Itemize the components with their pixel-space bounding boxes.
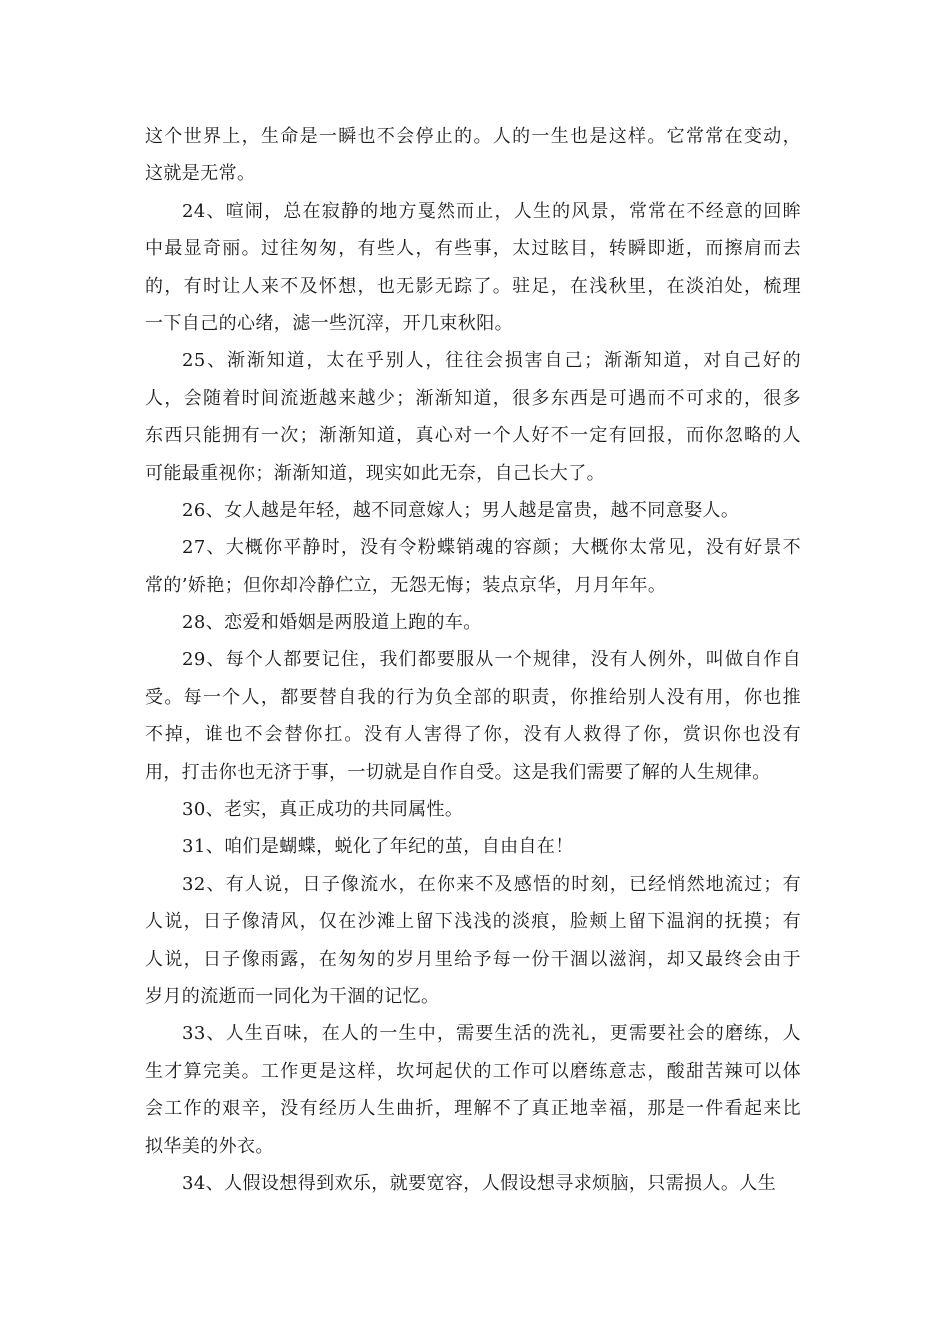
paragraph-p25 bbox=[145, 342, 801, 492]
paragraph-line: 这个世界上，生命是一瞬也不会停止的。人的一生也是这样。它常常在变动， bbox=[145, 126, 801, 147]
paragraph-line: 25、渐渐知道，太在乎别人，往往会损害自己；渐渐知道，对自己好的 bbox=[182, 350, 801, 372]
paragraph-line: 28、恋爱和婚姻是两股道上跑的车。 bbox=[182, 612, 482, 634]
document-body bbox=[145, 118, 801, 1202]
paragraph-line: 30、老实，真正成功的共同属性。 bbox=[182, 799, 464, 821]
paragraph-line: 受。每一个人，都要替自我的行为负全部的职责，你推给别人没有用，你也推 bbox=[145, 686, 801, 708]
paragraph-line: 用，打击你也无济于事，一切就是自作自受。这是我们需要了解的人生规律。 bbox=[145, 761, 771, 783]
paragraph-p33 bbox=[145, 1015, 801, 1165]
paragraph-line: 可能最重视你；渐渐知道，现实如此无奈，自己长大了。 bbox=[145, 462, 605, 484]
paragraph-line: 24、喧闹，总在寂静的地方戛然而止，人生的风景，常常在不经意的回眸 bbox=[182, 200, 801, 222]
paragraph-p30 bbox=[145, 791, 801, 828]
paragraph-line: 不掉，谁也不会替你扛。没有人害得了你，没有人救得了你，赏识你也没有 bbox=[145, 724, 801, 746]
paragraph-line: 的，有时让人来不及怀想，也无影无踪了。驻足，在浅秋里，在淡泊处，梳理 bbox=[145, 275, 801, 297]
paragraph-line: 常的’娇艳；但你却冷静伫立，无怨无悔；装点京华，月月年年。 bbox=[145, 574, 667, 596]
paragraph-p-continued bbox=[145, 118, 801, 193]
paragraph-line: 26、女人越是年轻，越不同意嫁人；男人越是富贵，越不同意娶人。 bbox=[182, 499, 740, 521]
paragraph-p24 bbox=[145, 193, 801, 343]
paragraph-line: 会工作的艰辛，没有经历人生曲折，理解不了真正地幸福，那是一件看起来比 bbox=[145, 1098, 801, 1120]
paragraph-p34 bbox=[145, 1165, 801, 1202]
paragraph-p26 bbox=[145, 492, 801, 529]
paragraph-line: 拟华美的外衣。 bbox=[145, 1135, 274, 1157]
paragraph-line: 人，会随着时间流逝越来越少；渐渐知道，很多东西是可遇而不可求的，很多 bbox=[145, 387, 801, 409]
paragraph-line: 27、大概你平静时，没有令粉蝶销魂的容颜；大概你太常见，没有好景不 bbox=[182, 537, 801, 559]
paragraph-p32 bbox=[145, 866, 801, 1016]
paragraph-p31 bbox=[145, 828, 801, 865]
paragraph-p27 bbox=[145, 529, 801, 604]
paragraph-line: 一下自己的心绪，滤一些沉滓，开几束秋阳。 bbox=[145, 312, 513, 334]
paragraph-line: 32、有人说，日子像流水，在你来不及感悟的时刻，已经悄然地流过；有 bbox=[182, 873, 801, 895]
paragraph-p29 bbox=[145, 641, 801, 791]
paragraph-line: 31、咱们是蝴蝶，蜕化了年纪的茧，自由自在！ bbox=[182, 836, 574, 858]
paragraph-line: 这就是无常。 bbox=[145, 163, 256, 185]
paragraph-line: 34、人假设想得到欢乐，就要宽容，人假设想寻求烦脑，只需损人。人生 bbox=[182, 1172, 777, 1194]
paragraph-line: 岁月的流逝而一同化为干涸的记忆。 bbox=[145, 985, 440, 1007]
paragraph-p28 bbox=[145, 604, 801, 641]
paragraph-line: 33、人生百味，在人的一生中，需要生活的洗礼，更需要社会的磨练，人 bbox=[182, 1023, 801, 1045]
paragraph-line: 生才算完美。工作更是这样，坎坷起伏的工作可以磨练意志，酸甜苦辣可以体 bbox=[145, 1060, 801, 1082]
paragraph-line: 29、每个人都要记住，我们都要服从一个规律，没有人例外，叫做自作自 bbox=[182, 649, 801, 671]
paragraph-line: 东西只能拥有一次；渐渐知道，真心对一个人好不一定有回报，而你忽略的人 bbox=[145, 425, 801, 447]
paragraph-line: 人说，日子像清风，仅在沙滩上留下浅浅的淡痕，脸颊上留下温润的抚摸；有 bbox=[145, 911, 801, 933]
paragraph-line: 人说，日子像雨露，在匆匆的岁月里给予每一份干涸以滋润，却又最终会由于 bbox=[145, 948, 801, 970]
paragraph-line: 中最显奇丽。过往匆匆，有些人，有些事，太过眩目，转瞬即逝，而擦肩而去 bbox=[145, 238, 801, 260]
